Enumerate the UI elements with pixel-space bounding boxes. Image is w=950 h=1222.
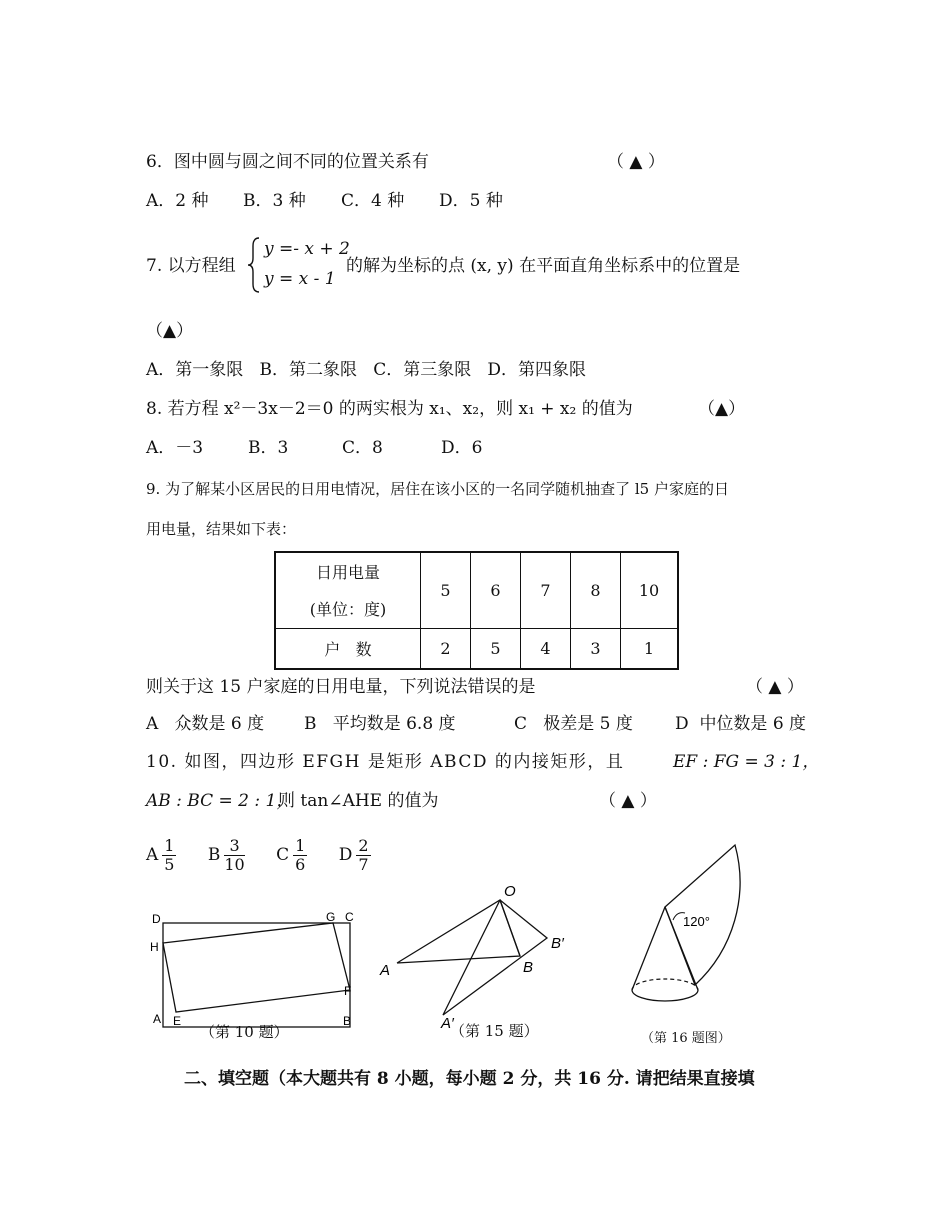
q6-stem: 6．图中圆与圆之间不同的位置关系有 — [146, 152, 429, 172]
label-g: G — [326, 910, 336, 924]
label-a: A — [153, 1012, 162, 1026]
label-h: H — [150, 940, 159, 954]
brace-icon — [247, 236, 261, 294]
q8-option-a: A．－3 — [146, 438, 204, 458]
q9-option-c: C 极差是 5 度 — [514, 714, 633, 734]
q6-option-b: B．3 种 — [243, 191, 306, 211]
q10-option-c: C $\frac{1}{6}$ — [276, 836, 306, 874]
label-f: F — [344, 984, 352, 998]
q7-options: A．第一象限 B．第二象限 C．第三象限 D．第四象限 — [146, 360, 587, 380]
table-cell: 1 — [621, 628, 679, 669]
q6-option-d: D．5 种 — [439, 191, 503, 211]
table-header-cell: 日用电量 (单位：度) — [275, 552, 421, 628]
q10-ratio-ef-fg: EF : FG = 3 : 1， — [673, 752, 820, 772]
q9-line-1: 9. 为了解某小区居民的日用电情况，居住在该小区的一名同学随机抽查了 l5 户家庭的日 — [146, 480, 729, 498]
table-cell: 3 — [571, 628, 621, 669]
q10-ratio-ab-bc: AB : BC = 2 : 1， — [146, 791, 294, 811]
table-cell: 5 — [421, 552, 471, 628]
q7-answer-mark: （▲） — [146, 321, 194, 341]
q9-option-b: B 平均数是 6.8 度 — [304, 714, 456, 734]
section-2-heading: 二、填空题（本大题共有 8 小题，每小题 2 分，共 16 分. 请把结果直接填 — [184, 1069, 755, 1089]
cone-base-back — [632, 979, 698, 990]
q8-option-c: C．8 — [342, 438, 383, 458]
table-cell: 5 — [471, 628, 521, 669]
table-row-label: 户 数 — [275, 628, 421, 669]
label-b-prime: B′ — [551, 935, 564, 952]
figure-16-caption: （第 16 题图） — [641, 1031, 731, 1046]
q6-answer-mark: （ ▲ ） — [607, 152, 665, 172]
table-cell: 7 — [521, 552, 571, 628]
q8-option-b: B．3 — [248, 438, 289, 458]
label-a: A — [380, 962, 391, 979]
q9-answer-mark: （ ▲ ） — [746, 677, 804, 697]
q10-line-2: 则 tan∠AHE 的值为 — [278, 791, 439, 811]
label-b: B — [343, 1014, 352, 1028]
q10-option-d: D $\frac{2}{7}$ — [338, 836, 369, 874]
label-o: O — [504, 883, 516, 900]
q8-option-d: D．6 — [441, 438, 483, 458]
q10-option-a: A $\frac{1}{5}$ — [146, 836, 175, 874]
label-e: E — [173, 1014, 182, 1028]
label-a-prime: A′ — [441, 1015, 454, 1032]
q7-prefix: 7. 以方程组 — [146, 256, 236, 276]
table-cell: 8 — [571, 552, 621, 628]
q7-suffix: 的解为坐标的点 (x, y) 在平面直角坐标系中的位置是 — [346, 256, 741, 276]
electricity-table — [274, 551, 679, 670]
figure-10 — [146, 905, 366, 1040]
q7-equation-2: y = x - 1 — [264, 269, 336, 289]
q6-option-c: C．4 种 — [341, 191, 405, 211]
table-cell: 2 — [421, 628, 471, 669]
q10-answer-mark: （ ▲ ） — [599, 791, 657, 811]
q9-line-2: 用电量，结果如下表： — [146, 520, 297, 538]
figure-15-caption: （第 15 题） — [450, 1022, 539, 1040]
label-b: B — [523, 959, 534, 976]
q8-answer-mark: （▲） — [698, 399, 746, 419]
figure-10-caption: （第 10 题） — [200, 1023, 289, 1041]
table-cell: 4 — [521, 628, 571, 669]
label-d: D — [152, 912, 161, 926]
figure-16 — [625, 845, 775, 1015]
angle-label: 120° — [683, 914, 710, 929]
table-cell: 6 — [471, 552, 521, 628]
table-cell: 10 — [621, 552, 679, 628]
label-c: C — [345, 910, 354, 924]
cone-side-left — [632, 907, 665, 990]
q6-option-a: A．2 种 — [146, 191, 209, 211]
q9-question: 则关于这 15 户家庭的日用电量，下列说法错误的是 — [146, 677, 536, 697]
q10-line-1: 10. 如图，四边形 EFGH 是矩形 ABCD 的内接矩形，且 — [146, 752, 625, 772]
q10-options — [146, 830, 375, 880]
q9-option-a: A 众数是 6 度 — [146, 714, 265, 734]
q10-option-b: B $\frac{3}{10}$ — [207, 836, 245, 874]
triangle-oab — [397, 900, 520, 963]
rectangle-abcd — [163, 923, 350, 1027]
rectangle-efgh — [163, 923, 350, 1012]
q7-equation-1: y =- x + 2 — [264, 239, 350, 259]
q9-option-d: D 中位数是 6 度 — [675, 714, 807, 734]
cone-base-front — [632, 990, 698, 1001]
q8-stem: 8. 若方程 x²－3x－2＝0 的两实根为 x₁、x₂，则 x₁ + x₂ 的值为 — [146, 399, 633, 419]
